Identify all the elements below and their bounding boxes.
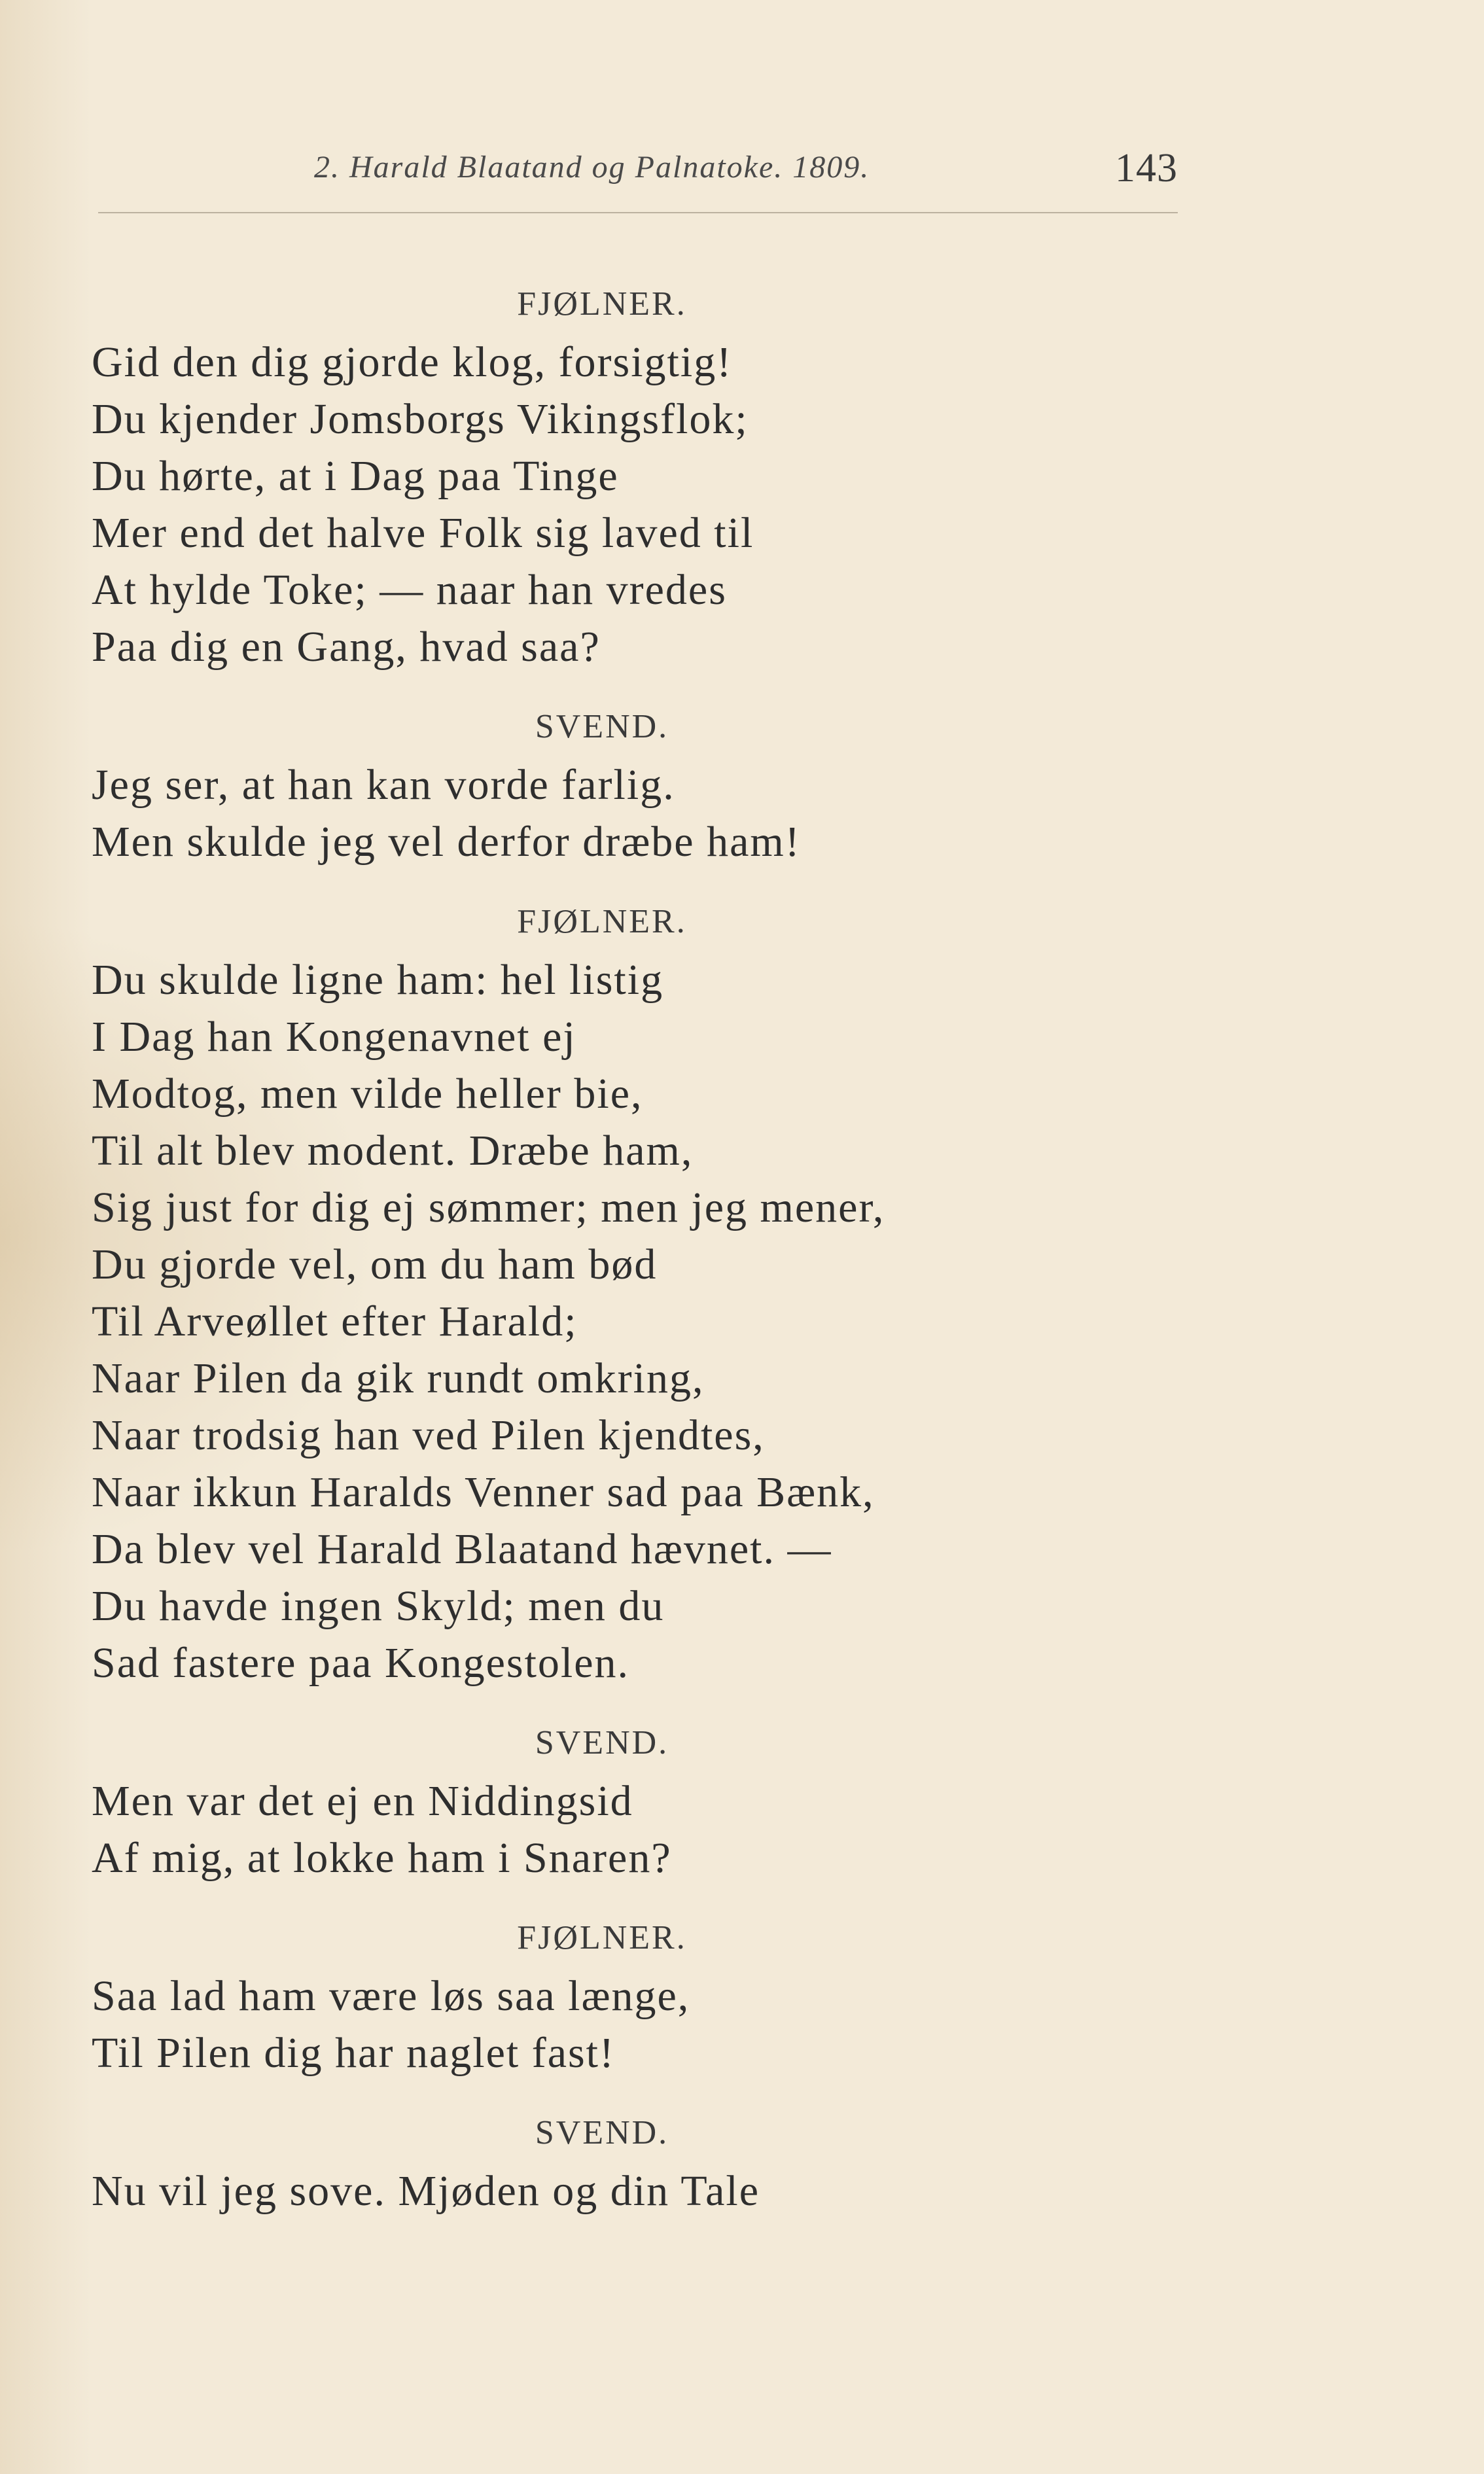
speaker-fjolner: FJØLNER. — [517, 1919, 687, 1956]
verse-line: Du gjorde vel, om du ham bød — [92, 1241, 658, 1288]
verse-line: Af mig, at lokke ham i Snaren? — [92, 1834, 672, 1882]
page-number: 143 — [1115, 146, 1178, 190]
verse-line: Nu vil jeg sove. Mjøden og din Tale — [92, 2167, 760, 2215]
verse-line: Du kjender Jomsborgs Vikingsflok; — [92, 395, 749, 443]
verse-line: At hylde Toke; — naar han vredes — [92, 566, 727, 614]
verse-line: Men skulde jeg vel derfor dræbe ham! — [92, 818, 801, 866]
verse-line: Til Arveøllet efter Harald; — [92, 1298, 578, 1345]
dialogue — [92, 275, 1112, 2219]
running-head — [314, 146, 1178, 195]
verse-line: Du hørte, at i Dag paa Tinge — [92, 452, 619, 500]
verse-line: Saa lad ham være løs saa længe, — [92, 1972, 690, 2020]
speaker-svend: SVEND. — [535, 708, 669, 745]
verse-line: Modtog, men vilde heller bie, — [92, 1070, 643, 1118]
verse-line: Mer end det halve Folk sig laved til — [92, 509, 754, 557]
verse-line: I Dag han Kongenavnet ej — [92, 1013, 576, 1061]
header-rule — [98, 212, 1178, 213]
verse-line: Da blev vel Harald Blaatand hævnet. — — [92, 1525, 832, 1573]
speaker-fjolner: FJØLNER. — [517, 903, 687, 940]
verse-line: Sig just for dig ej sømmer; men jeg mener, — [92, 1184, 885, 1231]
verse-line: Jeg ser, at han kan vorde farlig. — [92, 761, 675, 809]
speaker-svend: SVEND. — [535, 1724, 669, 1761]
running-title: 2. Harald Blaatand og Palnatoke. 1809. — [314, 150, 870, 185]
verse-line: Naar ikkun Haralds Venner sad paa Bænk, — [92, 1468, 875, 1516]
verse-line: Paa dig en Gang, hvad saa? — [92, 623, 601, 671]
speaker-svend: SVEND. — [535, 2114, 669, 2151]
verse-line: Naar Pilen da gik rundt omkring, — [92, 1354, 705, 1402]
verse-line: Gid den dig gjorde klog, forsigtig! — [92, 338, 733, 386]
verse-line: Til Pilen dig har naglet fast! — [92, 2029, 615, 2077]
verse-line: Du skulde ligne ham: hel listig — [92, 956, 664, 1004]
verse-line: Sad fastere paa Kongestolen. — [92, 1639, 630, 1687]
speaker-fjolner: FJØLNER. — [517, 285, 687, 323]
verse-line: Du havde ingen Skyld; men du — [92, 1582, 665, 1630]
verse-line: Men var det ej en Niddingsid — [92, 1777, 633, 1825]
verse-line: Til alt blev modent. Dræbe ham, — [92, 1127, 694, 1175]
verse-line: Naar trodsig han ved Pilen kjendtes, — [92, 1411, 765, 1459]
